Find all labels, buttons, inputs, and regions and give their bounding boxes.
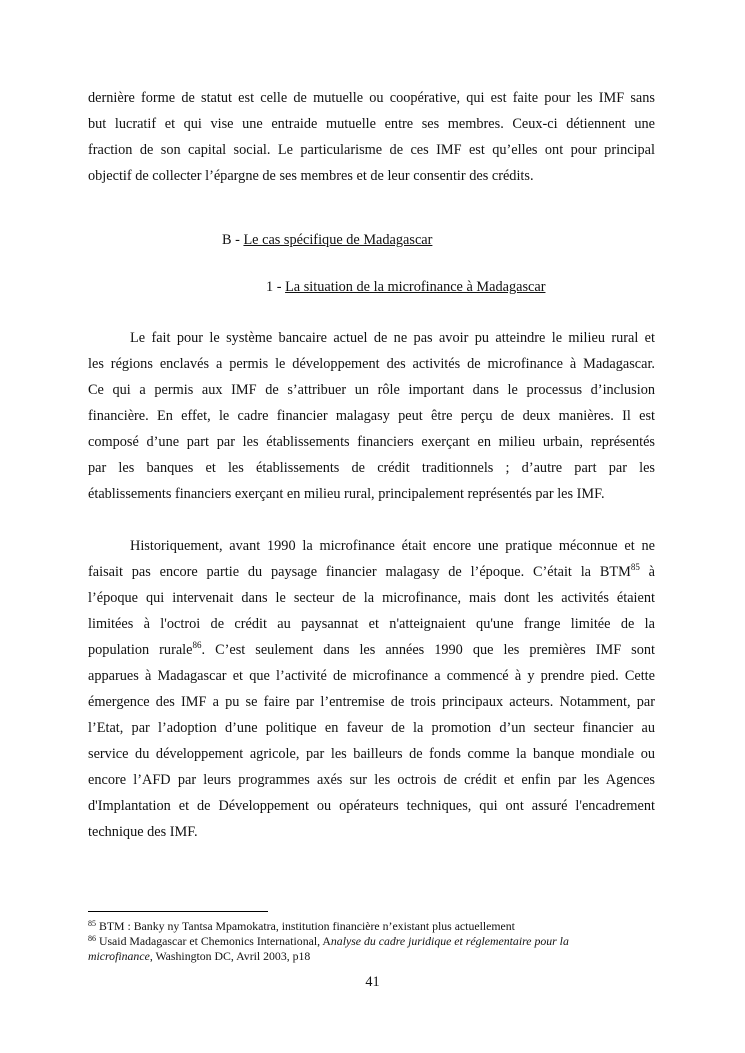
paragraph-line: [88, 564, 655, 580]
paragraph-line: objectif de collecter l’épargne de ses membres et de leur consentir des crédits.: [88, 168, 534, 184]
paragraph-line: les régions enclavés a permis le développement des activités de microfinance à Madagascar.: [88, 356, 655, 372]
paragraph-line: fraction de son capital social. Le particularisme de ces IMF est qu’elles ont pour principal: [88, 142, 655, 158]
section-heading-b: [222, 232, 432, 248]
footnote-title: nalyse du cadre juridique et réglementaire pour la: [330, 934, 569, 948]
paragraph-line: l’Etat, par l’adoption d’une politique en faveur de la promotion d’un secteur financier au: [88, 720, 655, 736]
paragraph-line: par les banques et les établissements de crédit traditionnels ; d’autre part par les: [88, 460, 655, 476]
paragraph-line: financière. En effet, le cadre financier malagasy peut être perçu de deux manières. Il est: [88, 408, 655, 424]
paragraph-line: apparues à Madagascar et que l’activité de microfinance a commencé à y prendre pied. Cette: [88, 668, 655, 684]
section-title: Le cas spécifique de Madagascar: [243, 232, 433, 248]
footnote-divider: [88, 911, 268, 912]
footnote-86-cont: [88, 950, 655, 963]
section-prefix: B -: [222, 232, 244, 248]
footnote-number: 85: [88, 919, 96, 928]
line-text: faisait pas encore partie du paysage financier malagasy de l’époque. C’était la BTM: [88, 564, 631, 580]
line-text: population rurale: [88, 642, 193, 658]
footnote-number: 86: [88, 934, 96, 943]
paragraph-line: Historiquement, avant 1990 la microfinance était encore une pratique méconnue et ne: [130, 538, 655, 554]
footnote-text: BTM : Banky ny Tantsa Mpamokatra, institution financière n’existant plus actuellement: [96, 919, 515, 933]
footnote-85: [88, 920, 655, 933]
paragraph-line: service du développement agricole, par les bailleurs de fonds comme la banque mondiale ou: [88, 746, 655, 762]
section-title: La situation de la microfinance à Madagascar: [285, 279, 546, 295]
paragraph-line: but lucratif et qui vise une entraide mutuelle entre ses membres. Ceux-ci détiennent une: [88, 116, 655, 132]
paragraph-line: limitées à l'octroi de crédit au paysannat et n'atteignaient qu'une frange limitée de la: [88, 616, 655, 632]
footnote-title: microfinance: [88, 949, 150, 963]
page-number: 41: [365, 974, 380, 990]
footnote-ref-85: 85: [630, 562, 640, 572]
paragraph-line: composé d’une part par les établissements financiers exerçant en milieu urbain, représentés: [88, 434, 655, 450]
section-heading-1: [266, 279, 545, 295]
paragraph-line: [88, 642, 655, 658]
paragraph-line: dernière forme de statut est celle de mutuelle ou coopérative, qui est faite pour les IMF sans: [88, 90, 655, 106]
paragraph-line: établissements financiers exerçant en milieu rural, principalement représentés par les IMF.: [88, 486, 605, 502]
paragraph-line: Le fait pour le système bancaire actuel de ne pas avoir pu atteindre le milieu rural et: [130, 330, 655, 346]
line-text: à: [639, 564, 656, 580]
paragraph-line: l’époque qui intervenait dans le secteur de la microfinance, mais dont les activités étaient: [88, 590, 655, 606]
line-text: . C’est seulement dans les années 1990 que les premières IMF sont: [201, 642, 655, 658]
footnote-text: Usaid Madagascar et Chemonics International, A: [96, 934, 331, 948]
section-prefix: 1 -: [266, 279, 286, 295]
paragraph-line: technique des IMF.: [88, 824, 198, 840]
paragraph-line: encore l’AFD par leurs programmes axés sur les octrois de crédit et enfin par les Agences: [88, 772, 655, 788]
paragraph-line: d'Implantation et de Développement ou opérateurs techniques, qui ont assuré l'encadrement: [88, 798, 655, 814]
paragraph-line: émergence des IMF a pu se faire par l’entremise de trois principaux acteurs. Notamment, par: [88, 694, 655, 710]
footnote-text: , Washington DC, Avril 2003, p18: [149, 949, 311, 963]
footnote-ref-86: 86: [192, 640, 202, 650]
paragraph-line: Ce qui a permis aux IMF de s’attribuer un rôle important dans le processus d’inclusion: [88, 382, 655, 398]
footnote-86: [88, 935, 655, 948]
